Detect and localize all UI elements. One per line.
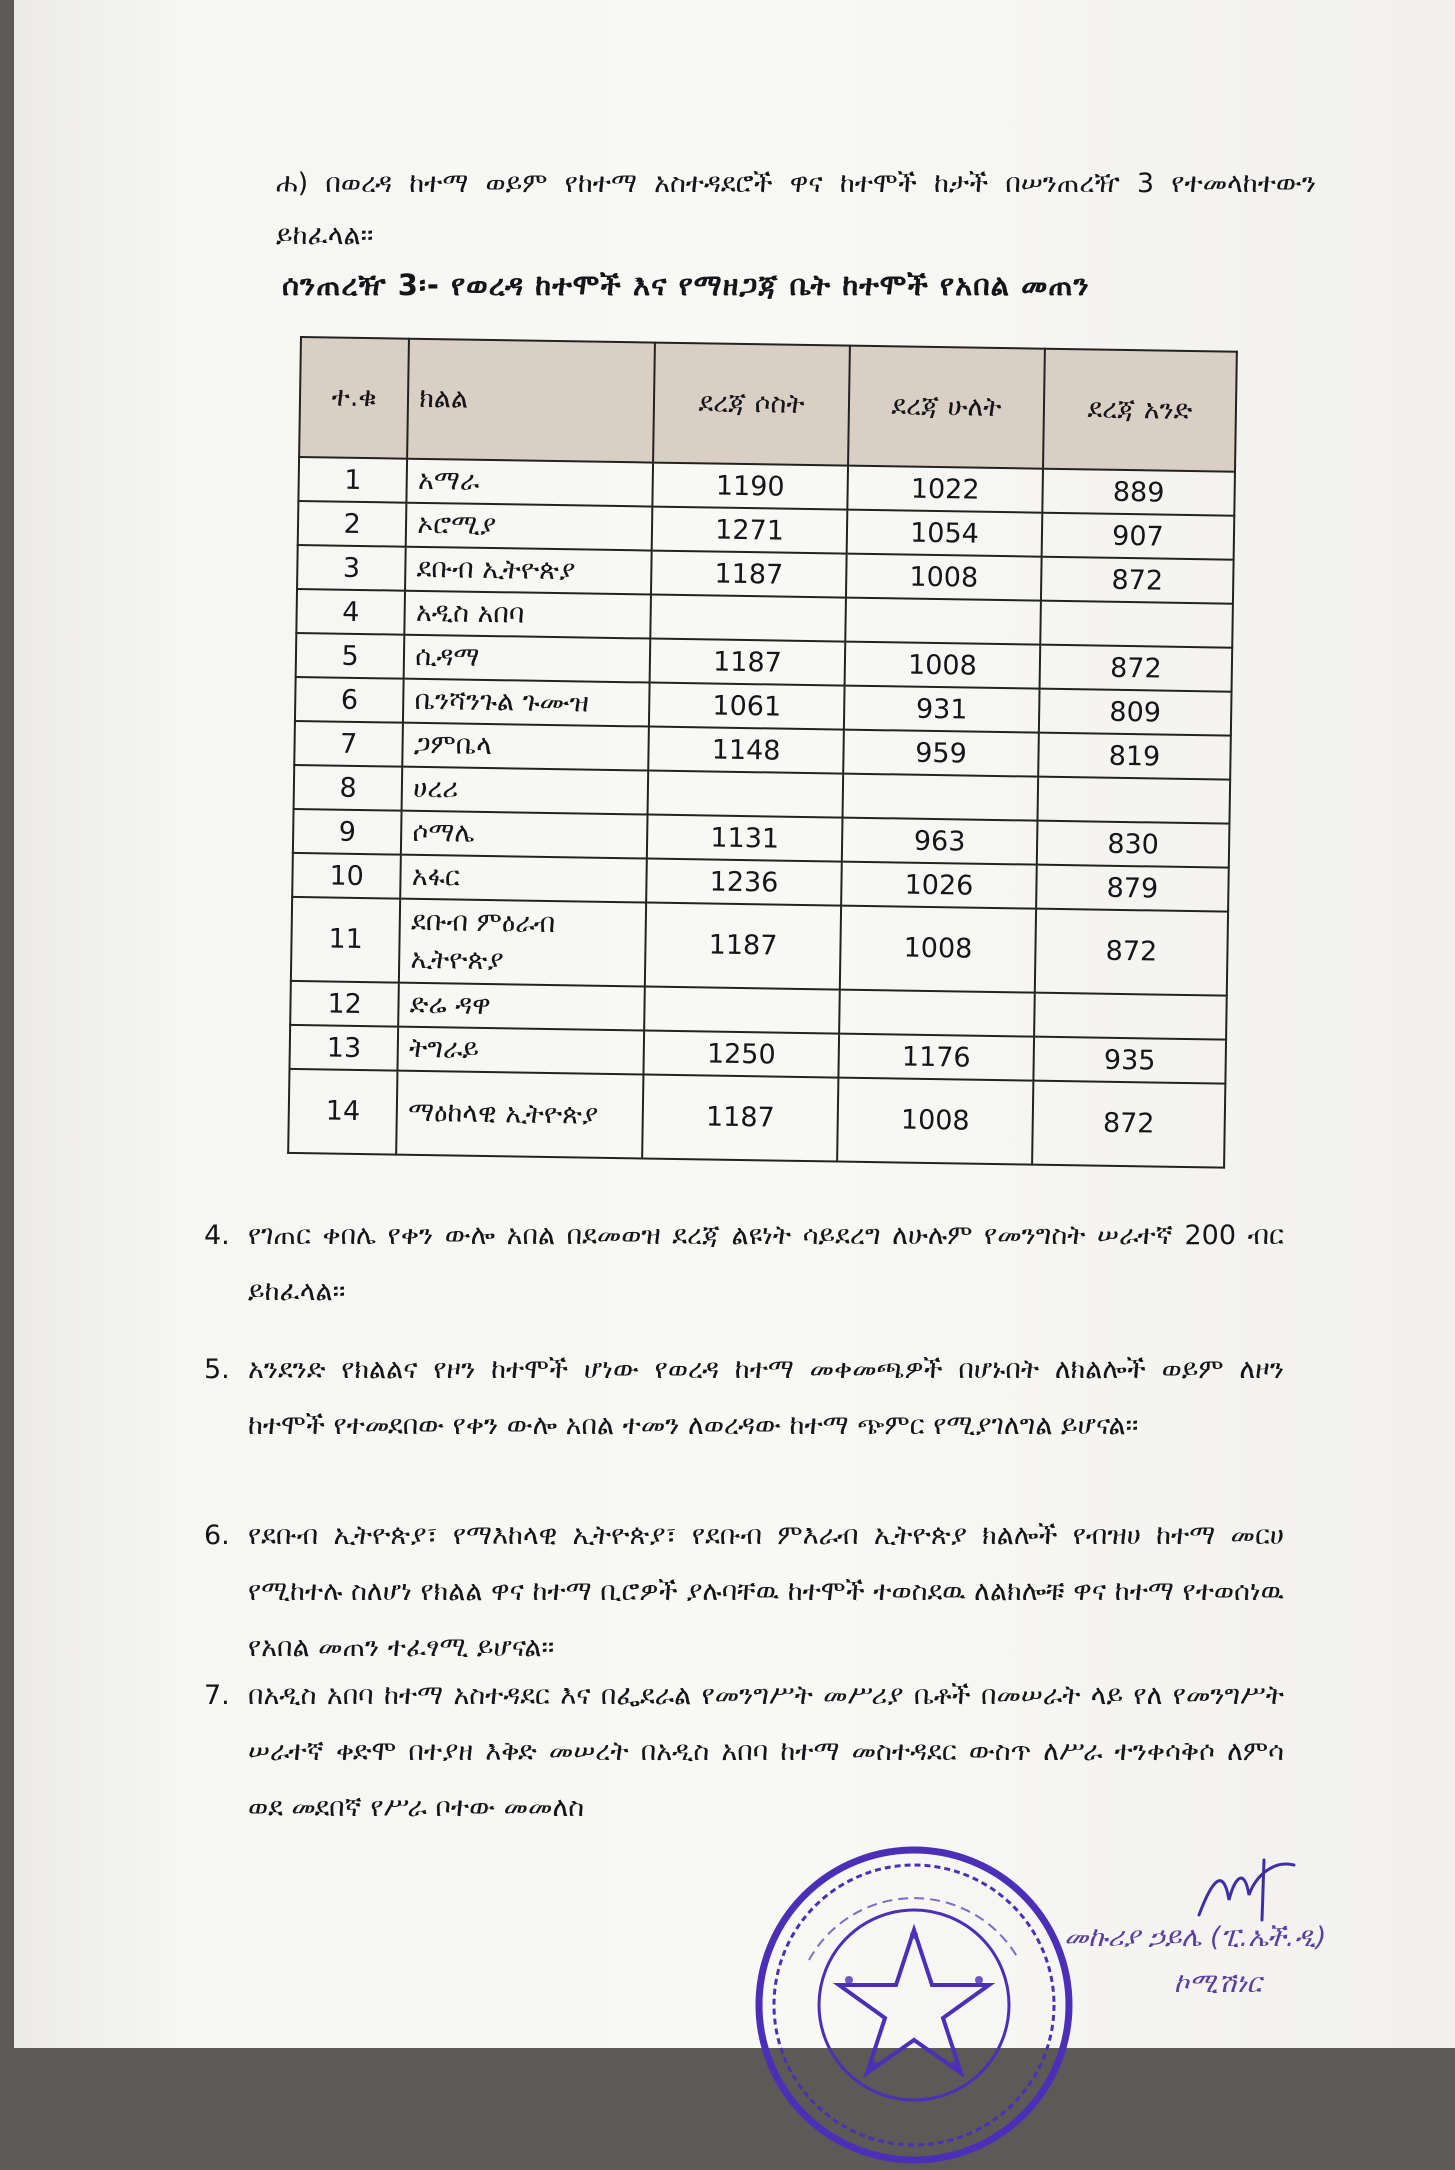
cell-level2: 1008: [846, 554, 1042, 601]
cell-region: ድሬ ዳዋ: [398, 983, 644, 1031]
item-number: 4.: [204, 1220, 230, 1251]
cell-region: ሶማሌ: [401, 811, 647, 859]
cell-level3: 1061: [649, 683, 845, 730]
cell-level1: 830: [1037, 821, 1230, 868]
item-number: 7.: [204, 1680, 230, 1711]
item-text: በአዲስ አበባ ከተማ አስተዳደር እና በፌደራል የመንግሥት መሥሪያ ቤቶች በመሠራት ላይ የለ የመንግሥት ሠራተኛ ቀድሞ በተያዘ እቅድ መሠረት በአዲስ አበባ ከተማ መስተዳደር ውስጥ ለሥራ ተንቀሳቅሶ ለምሳ ወደ መደበኛ የሥራ ቦተው መመለስ: [248, 1680, 1284, 1823]
cell-level1: 872: [1035, 909, 1228, 996]
allowance-table: [287, 336, 1238, 1169]
cell-level1: 907: [1042, 513, 1235, 560]
cell-level3: 1187: [651, 551, 847, 598]
cell-number: 4: [296, 589, 405, 635]
cell-level1: [1040, 601, 1233, 648]
cell-number: 2: [298, 501, 407, 547]
cell-level2: 1026: [841, 862, 1037, 909]
list-item: [204, 1342, 1284, 1454]
cell-region: ደቡብ ኢትዮጵያ: [405, 547, 651, 595]
table-row: [288, 1069, 1225, 1168]
cell-number: 5: [296, 633, 405, 679]
item-text: አንደንድ የክልልና የዞን ከተሞች ሆነው የወረዳ ከተማ መቀመጫዎች በሆኑበት ለክልሎች ወይም ለዞን ከተሞች የተመደበው የቀን ውሎ አበል ተመን ለወረዳው ከተማ ጭምር የሚያገለግል ይሆናል፡፡: [248, 1354, 1284, 1441]
cell-region: ትግራይ: [398, 1027, 644, 1075]
list-item: [204, 1208, 1284, 1320]
document-page: [14, 0, 1455, 2048]
cell-level3: 1131: [647, 815, 843, 862]
cell-number: 8: [294, 765, 403, 811]
cell-level2: 959: [843, 730, 1039, 777]
cell-level1: [1034, 993, 1227, 1040]
cell-level2: [839, 990, 1035, 1037]
cell-level1: 872: [1040, 645, 1233, 692]
cell-number: 12: [290, 981, 399, 1027]
cell-level2: 1008: [837, 1078, 1033, 1165]
table-caption: ሰንጠረዥ 3፡- የወረዳ ከተሞች እና የማዘጋጃ ቤት ከተሞች የአበል መጠን: [282, 268, 1090, 302]
cell-region: ደቡብ ምዕራብ ኢትዮጵያ: [399, 899, 646, 987]
cell-region: ሀረሪ: [402, 767, 648, 815]
cell-region: ጋምቤላ: [403, 723, 649, 771]
cell-level2: 963: [842, 818, 1038, 865]
cell-level3: 1187: [642, 1074, 838, 1161]
cell-level3: 1148: [648, 727, 844, 774]
cell-level3: 1271: [652, 507, 848, 554]
cell-level1: 872: [1032, 1081, 1225, 1168]
cell-level3: [644, 986, 840, 1033]
cell-number: 11: [291, 897, 401, 983]
official-seal-stamp: [749, 1840, 1079, 2170]
item-text: የገጠር ቀበሌ የቀን ውሎ አበል በደመወዝ ደረጃ ልዩነት ሳይደረግ ለሁሉም የመንግስት ሠራተኛ 200 ብር ይከፈላል፡፡: [248, 1220, 1284, 1307]
cell-number: 9: [293, 809, 402, 855]
cell-level1: 819: [1038, 733, 1231, 780]
header-level3: ደረጃ ሶስት: [653, 343, 850, 466]
cell-region: አማራ: [407, 459, 653, 507]
cell-number: 13: [289, 1025, 398, 1071]
cell-region: ቤንሻንጉል ጉሙዝ: [403, 679, 649, 727]
cell-level2: 1176: [838, 1034, 1034, 1081]
cell-number: 10: [292, 853, 401, 899]
item-number: 6.: [204, 1520, 230, 1551]
cell-region: ማዕከላዊ ኢትዮጵያ: [396, 1071, 643, 1159]
cell-level3: [648, 771, 844, 818]
intro-paragraph: ሐ) በወረዳ ከተማ ወይም የከተማ አስተዳደሮች ዋና ከተሞች ከታች በሠንጠረዥ 3 የተመላከተውን ይከፈላል፡፡: [276, 168, 1316, 251]
cell-level2: 1054: [847, 510, 1043, 557]
cell-level3: 1250: [644, 1030, 840, 1077]
cell-level1: 879: [1036, 865, 1229, 912]
cell-level1: 809: [1039, 689, 1232, 736]
signatory-block: [1064, 1915, 1424, 2007]
cell-region: አፋር: [400, 855, 646, 903]
cell-number: 7: [294, 721, 403, 767]
cell-level1: 889: [1042, 469, 1235, 516]
cell-number: 1: [298, 457, 407, 503]
cell-level2: 1008: [840, 906, 1036, 993]
cell-level2: [843, 774, 1039, 821]
header-region: ክልል: [407, 339, 655, 463]
cell-level3: [650, 595, 846, 642]
header-no: ተ.ቁ: [299, 337, 409, 459]
list-item: [204, 1508, 1284, 1676]
cell-level1: [1037, 777, 1230, 824]
item-number: 5.: [204, 1354, 230, 1385]
cell-region: አዲስ አበባ: [405, 591, 651, 639]
cell-number: 6: [295, 677, 404, 723]
cell-level2: 1008: [845, 642, 1041, 689]
header-level2: ደረጃ ሁለት: [848, 346, 1045, 469]
cell-level2: 1022: [847, 466, 1043, 513]
cell-region: ሲዳማ: [404, 635, 650, 683]
cell-level2: [845, 598, 1041, 645]
item-text: የደቡብ ኢትዮጵያ፣ የማእከላዊ ኢትዮጵያ፣ የደቡብ ምእራብ ኢትዮጵያ ክልሎች የብዝሀ ከተማ መርሀ የሚከተሉ ስለሆነ የክልል ዋና ከተማ ቢሮዎች ያሉባቸዉ ከተሞች ተወስደዉ ለልክሎቹ ዋና ከተማ የተወሰነዉ የአበል መጠን ተፈፃሚ ይሆናል፡፡: [248, 1520, 1284, 1663]
signatory-name: መኩሪያ ኃይሌ (ፒ.ኤች.ዲ): [1064, 1922, 1327, 1953]
cell-level3: 1187: [650, 639, 846, 686]
header-level1: ደረጃ አንድ: [1043, 349, 1237, 472]
table-row: [291, 897, 1228, 996]
cell-level2: 931: [844, 686, 1040, 733]
signatory-title: ኮሚሽነር: [1174, 1968, 1262, 1999]
cell-number: 14: [288, 1069, 398, 1155]
cell-level3: 1190: [652, 463, 848, 510]
cell-level1: 935: [1033, 1037, 1226, 1084]
list-item: [204, 1668, 1284, 1836]
cell-region: ኦሮሚያ: [406, 503, 652, 551]
cell-level3: 1187: [645, 903, 841, 990]
cell-level3: 1236: [646, 859, 842, 906]
cell-number: 3: [297, 545, 406, 591]
cell-level1: 872: [1041, 557, 1234, 604]
